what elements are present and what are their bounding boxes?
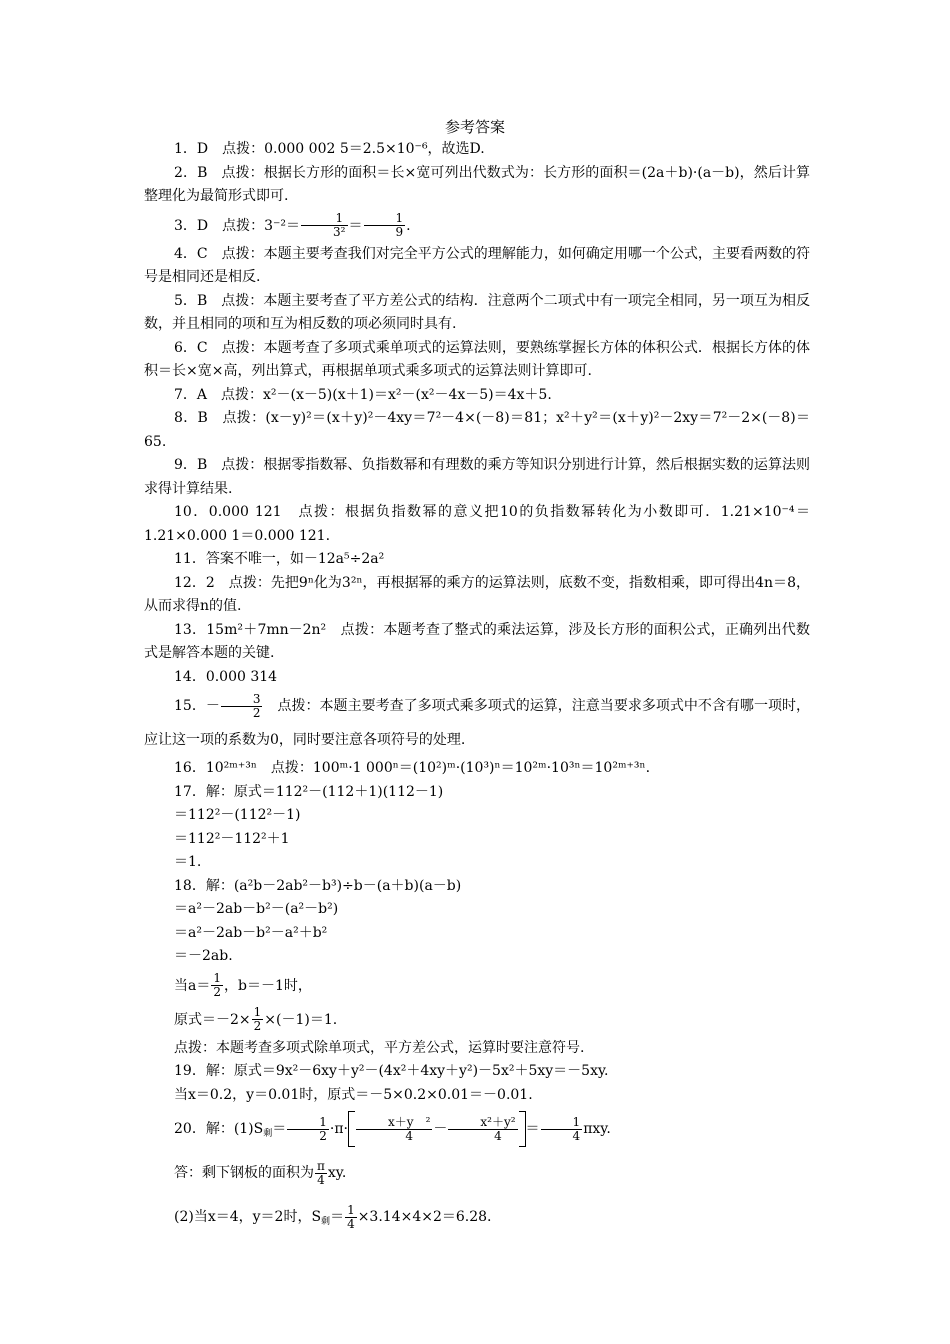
answer-17-line-1: 17．解：原式＝112²－(112＋1)(112－1) — [174, 783, 444, 800]
answer-18-line-7: 点拨：本题考查多项式除单项式，平方差公式，运算时要注意符号. — [174, 1039, 585, 1056]
answer-2: 2．B 点拨：根据长方形的面积＝长×宽可列出代数式为：长方形的面积＝(2a＋b)·(a－b)，然后计算整理化为最简形式即可. — [144, 164, 810, 204]
answer-20-line-3 — [144, 1195, 810, 1239]
answer-15 — [144, 689, 810, 757]
answer-5: 5．B 点拨：本题主要考查了平方差公式的结构．注意两个二项式中有一项完全相同，另一项互为相反数，并且相同的项和互为相反数的项必须同时具有. — [144, 292, 810, 332]
answer-15-text: 点拨：本题主要考查了多项式乘多项式的运算，注意当要求多项式中不含有哪一项时，应让这一项的系数为0，同时要注意各项符号的处理. — [144, 698, 810, 748]
fraction — [356, 1116, 432, 1143]
answer-9: 9．B 点拨：根据零指数幂、负指数幂和有理数的乘方等知识分别进行计算，然后根据实数的运算法则求得计算结果. — [144, 457, 810, 497]
answer-6: 6．C 点拨：本题考查了多项式乘单项式的运算法则，要熟练掌握长方体的体积公式．根据长方体的体积＝长×宽×高，列出算式，再根据单项式乘多项式的运算法则计算即可. — [144, 339, 810, 379]
answer-16: 16．10²ᵐ⁺³ⁿ 点拨：100ᵐ·1 000ⁿ＝(10²)ᵐ·(10³)ⁿ＝10²ᵐ·10³ⁿ＝10²ᵐ⁺³ⁿ. — [174, 760, 651, 776]
equals: ＝ — [272, 1121, 287, 1137]
numerator: 1 — [395, 211, 404, 225]
fraction — [252, 1006, 264, 1033]
denominator: 2 — [253, 1019, 262, 1033]
fraction — [221, 693, 263, 720]
equals: ＝ — [525, 1121, 540, 1137]
numerator: x²＋y² — [480, 1114, 516, 1129]
fraction — [301, 212, 347, 239]
denominator: 4 — [315, 1173, 327, 1187]
numerator: 3 — [252, 691, 261, 706]
denominator: 2 — [287, 1129, 329, 1143]
condition-text: 当a＝ — [174, 977, 211, 994]
fraction — [541, 1116, 583, 1143]
minus: － — [433, 1121, 448, 1137]
condition-text-end: ，b＝－1时， — [224, 977, 312, 994]
answer-13: 13．15m²＋7mn－2n² 点拨：本题考查了整式的乘法运算，涉及长方形的面积公式，正确列出代数式是解答本题的关键. — [144, 621, 810, 661]
answer-1: 1．D 点拨：0.000 002 5＝2.5×10⁻⁶，故选D. — [174, 141, 485, 157]
numerator: x＋y ² — [388, 1114, 431, 1129]
answer-20-line-2 — [144, 1151, 810, 1195]
answer-3 — [144, 209, 810, 243]
numerator: 1 — [213, 971, 221, 985]
part-2-text: (2)当x＝4，y＝2时，S — [174, 1209, 322, 1225]
answer-20-line-1 — [144, 1107, 810, 1151]
answer-20-label: 20．解：(1)S — [174, 1121, 264, 1137]
answer-17-line-2: ＝112²－(112²－1) — [174, 807, 301, 823]
left-bracket — [348, 1111, 355, 1147]
subscript: 剩 — [321, 1217, 331, 1227]
answer-text: 答：剩下钢板的面积为 — [174, 1165, 314, 1181]
fraction — [211, 972, 223, 999]
answer-11: 11．答案不唯一，如－12a⁵÷2a² — [174, 551, 385, 567]
answer-18-line-6 — [144, 1003, 810, 1037]
answer-18-line-2: ＝a²－2ab－b²－(a²－b²) — [174, 901, 339, 917]
answer-4: 4．C 点拨：本题主要考查我们对完全平方公式的理解能力，如何确定用哪一个公式，主要看两数的符号是相同还是相反. — [144, 245, 810, 285]
numerator: 1 — [319, 1114, 327, 1129]
answer-14: 14．0.000 314 — [174, 668, 278, 685]
answer-17-line-4: ＝1. — [174, 854, 202, 870]
fraction — [315, 1160, 327, 1187]
numerator: 1 — [572, 1114, 581, 1129]
answer-19-line-1: 19．解：原式＝9x²－6xy＋y²－(4x²＋4xy＋y²)－5x²＋5xy＝－5xy. — [174, 1063, 609, 1079]
denominator: 2 — [213, 985, 221, 999]
result-text: 原式＝－2× — [174, 1011, 251, 1028]
denominator: 4 — [347, 1216, 355, 1231]
equals: ＝ — [348, 217, 363, 234]
numerator: 1 — [253, 1005, 262, 1019]
pi-xy: πxy. — [583, 1121, 611, 1137]
fraction — [345, 1204, 357, 1231]
answer-3-text: 3．D 点拨：3⁻²＝ — [174, 217, 301, 234]
page-title: 参考答案 — [444, 118, 505, 136]
denominator: 3² — [301, 225, 347, 239]
result-text-end: ×(－1)＝1. — [264, 1011, 338, 1028]
denominator: 4 — [541, 1129, 583, 1143]
answer-15-label: 15．－ — [174, 698, 220, 714]
answer-7: 7．A 点拨：x²－(x－5)(x＋1)＝x²－(x²－4x－5)＝4x＋5. — [174, 386, 552, 403]
answer-18-line-1: 18．解：(a²b－2ab²－b³)÷b－(a＋b)(a－b) — [174, 877, 462, 894]
numerator: 1 — [335, 211, 344, 225]
numerator: π — [317, 1158, 325, 1173]
denominator: 4 — [356, 1129, 432, 1143]
answer-body — [144, 138, 810, 1239]
denominator: 4 — [448, 1129, 517, 1143]
subscript: 剩 — [263, 1129, 273, 1139]
answer-18-line-3: ＝a²－2ab－b²－a²＋b² — [174, 924, 328, 941]
answer-18-line-5 — [144, 969, 810, 1003]
numerator: 1 — [347, 1202, 355, 1217]
pi-product: ·π· — [329, 1121, 349, 1137]
answer-12: 12．2 点拨：先把9ⁿ化为3²ⁿ，再根据幂的乘方的运算法则，底数不变，指数相乘，即可得出4n＝8，从而求得n的值. — [144, 574, 810, 614]
part-2-result: ×3.14×4×2＝6.28. — [357, 1209, 492, 1225]
denominator: 2 — [221, 706, 263, 720]
answer-10: 10．0.000 121 点拨：根据负指数幂的意义把10的负指数幂转化为小数即可．1.21×10⁻⁴＝1.21×0.000 1＝0.000 121. — [144, 504, 810, 544]
equals: ＝ — [330, 1209, 345, 1225]
right-bracket — [519, 1111, 526, 1147]
answer-8: 8．B 点拨：(x－y)²＝(x＋y)²－4xy＝7²－4×(－8)＝81；x²＋y²＝(x＋y)²－2xy＝7²－2×(－8)＝65. — [144, 410, 810, 450]
period: . — [406, 217, 411, 234]
answer-18-line-4: ＝－2ab. — [174, 948, 233, 964]
answer-19-line-2: 当x＝0.2，y＝0.01时，原式＝－5×0.2×0.01＝－0.01. — [174, 1086, 533, 1103]
answer-17-line-3: ＝112²－112²＋1 — [174, 830, 290, 847]
fraction — [287, 1116, 329, 1143]
denominator: 9 — [364, 225, 406, 239]
fraction — [364, 212, 406, 239]
answer-text-end: xy. — [327, 1165, 347, 1181]
fraction — [448, 1116, 517, 1143]
